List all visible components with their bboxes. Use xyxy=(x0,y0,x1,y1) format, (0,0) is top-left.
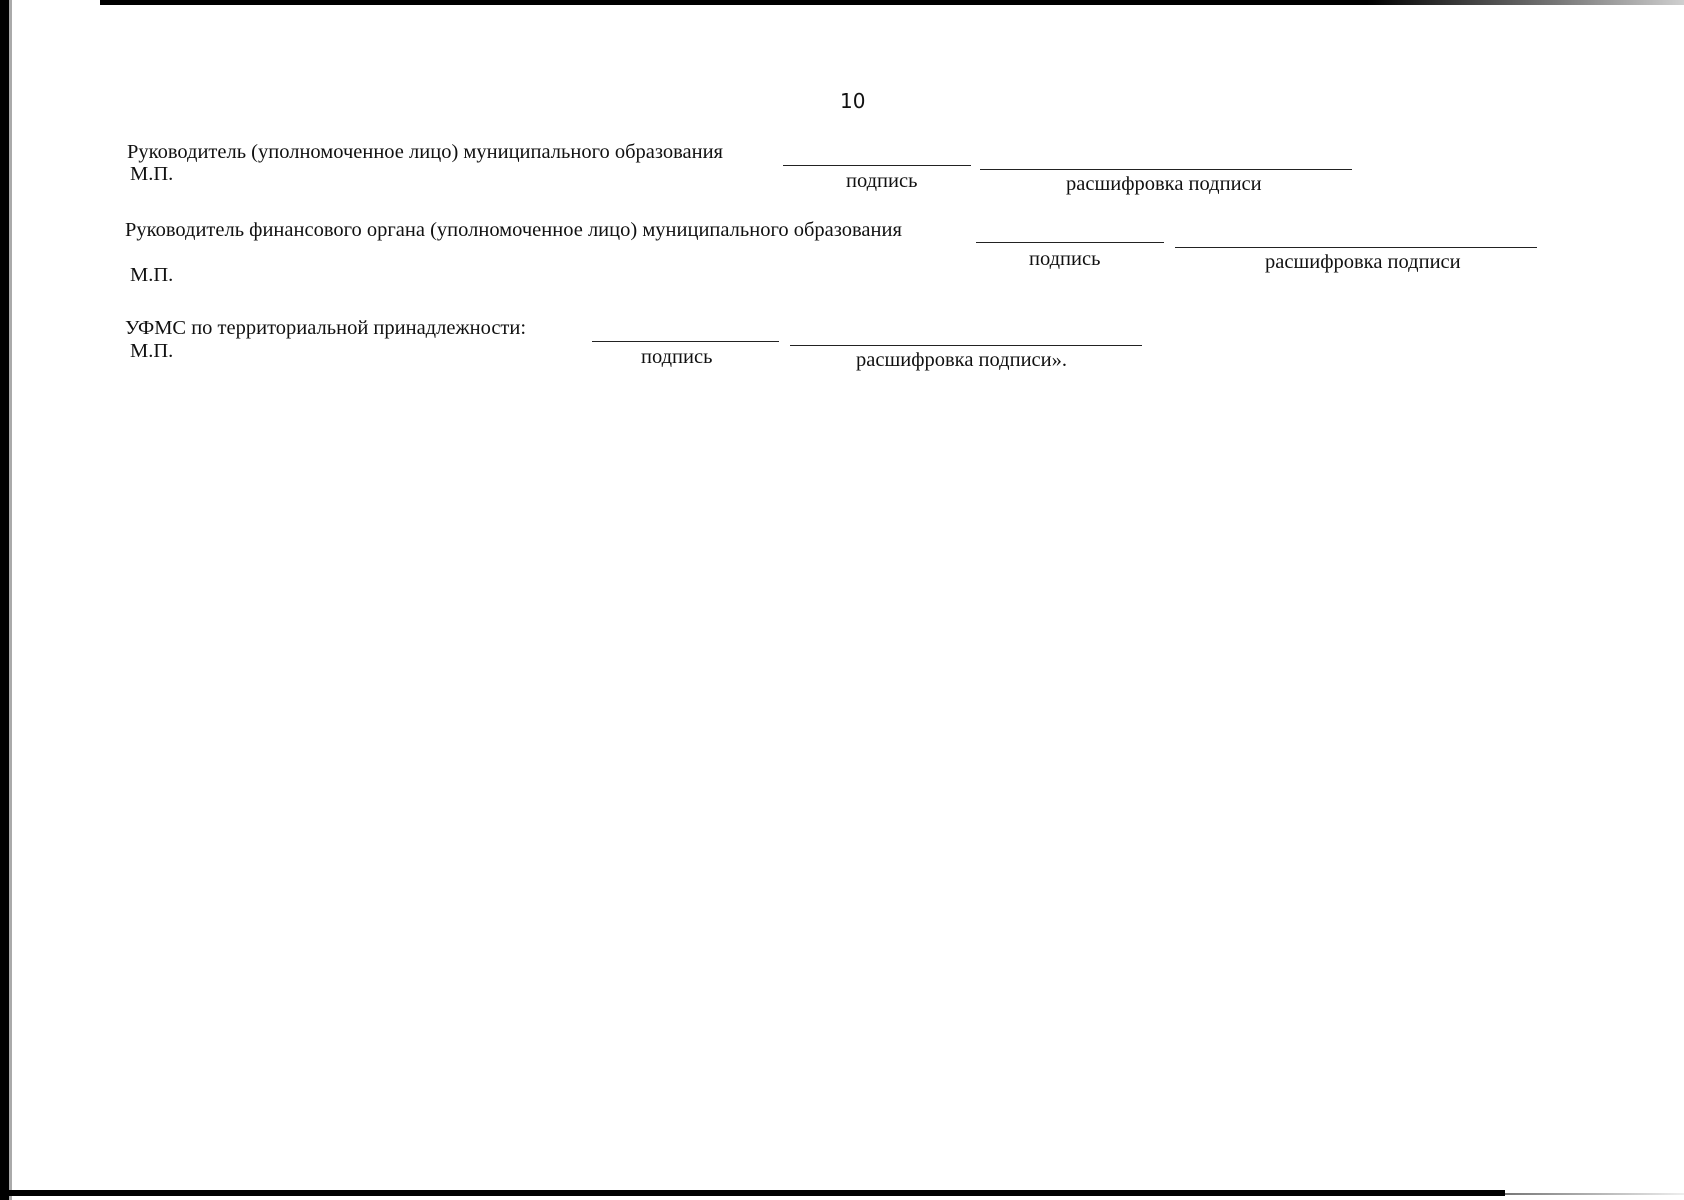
signature-transcript-caption: расшифровка подписи». xyxy=(856,349,1067,371)
scan-border-top xyxy=(100,0,1684,5)
signatory-label: УФМС по территориальной принадлежности: xyxy=(125,317,527,339)
signature-transcript-caption: расшифровка подписи xyxy=(1265,251,1461,273)
signature-transcript-caption: расшифровка подписи xyxy=(1066,173,1262,195)
scan-border-bottom-fade xyxy=(1505,1193,1684,1195)
stamp-mark: М.П. xyxy=(130,264,174,286)
signature-transcript-line[interactable] xyxy=(790,345,1142,346)
signature-line[interactable] xyxy=(976,242,1164,243)
page-number: 10 xyxy=(840,89,866,113)
signature-caption: подпись xyxy=(846,170,918,192)
stamp-mark: М.П. xyxy=(130,340,174,362)
signatory-label: Руководитель финансового органа (уполномоченное лицо) муниципального образования xyxy=(125,219,902,241)
signature-line[interactable] xyxy=(783,165,971,166)
signature-transcript-line[interactable] xyxy=(980,169,1352,170)
signature-transcript-line[interactable] xyxy=(1175,247,1537,248)
stamp-mark: М.П. xyxy=(130,163,174,185)
signature-caption: подпись xyxy=(1029,248,1101,270)
signature-line[interactable] xyxy=(592,341,779,342)
scan-border-left xyxy=(0,0,9,1200)
signatory-label: Руководитель (уполномоченное лицо) муниципального образования xyxy=(127,141,723,163)
signature-caption: подпись xyxy=(641,346,713,368)
scan-border-bottom xyxy=(0,1190,1505,1196)
